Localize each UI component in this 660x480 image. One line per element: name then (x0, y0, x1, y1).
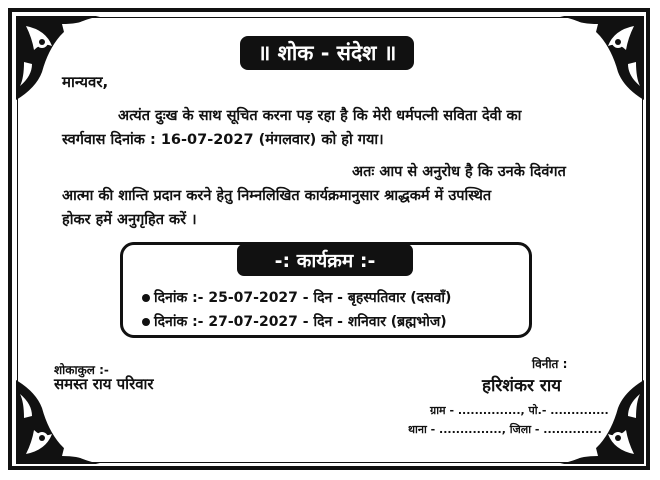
announcement-line: अत्यंत दुःख के साथ सूचित करना पड़ रहा है कि मेरी धर्मपत्नी सविता देवी का (118, 108, 522, 124)
bullet-icon (142, 294, 150, 302)
address-village-post: ग्राम - ..............., पो.- .............. (430, 404, 609, 417)
request-line: होकर हमें अनुगृहित करें । (62, 212, 197, 228)
corner-ornament-icon (556, 12, 648, 104)
program-item (142, 312, 447, 331)
bullet-icon (142, 318, 150, 326)
address-station-district: थाना - ..............., जिला - .............. (408, 423, 602, 436)
program-item (142, 288, 451, 307)
salutation: मान्यवर, (62, 73, 109, 91)
condolence-title: ॥ शोक - संदेश ॥ (240, 36, 414, 70)
mourners-name: समस्त राय परिवार (54, 375, 154, 393)
request-line: आत्मा की शान्ति प्रदान करने हेतु निम्नलिखित कार्यक्रमानुसार श्राद्धकर्म में उपस्थित (62, 188, 492, 204)
inner-border (17, 17, 643, 463)
program-item-text: दिनांक :- 25-07-2027 - दिन - बृहस्पतिवार (दसवाँ) (154, 290, 452, 306)
program-title: -: कार्यक्रम :- (237, 244, 413, 276)
request-line: अतः आप से अनुरोध है कि उनके दिवंगत (352, 164, 566, 180)
program-item-text: दिनांक :- 27-07-2027 - दिन - शनिवार (ब्रह्मभोज) (154, 314, 447, 330)
sender-name: हरिशंकर राय (482, 376, 562, 396)
mourners-label: शोकाकुल :- (54, 363, 109, 377)
humbly-label: विनीत : (532, 357, 568, 371)
announcement-line: स्वर्गवास दिनांक : 16-07-2027 (मंगलवार) को हो गया। (62, 132, 384, 148)
request-paragraph (62, 160, 610, 232)
announcement-paragraph (62, 104, 610, 152)
